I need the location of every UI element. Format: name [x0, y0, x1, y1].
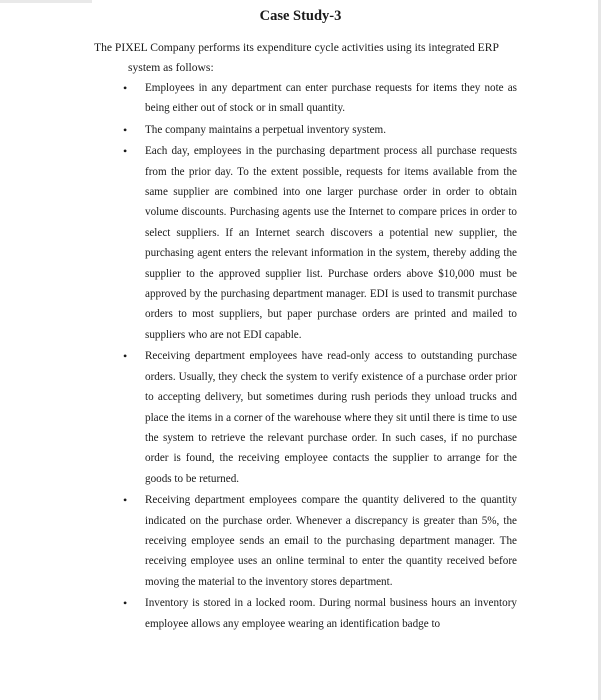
intro-paragraph — [94, 38, 522, 79]
bullet-item — [123, 593, 517, 634]
bullet-dot-icon: • — [123, 596, 128, 611]
bullet-dot-icon: • — [123, 144, 128, 159]
bullet-text: Each day, employees in the purchasing department process all purchase requests from the prior day. To the extent possible, requests for items available from the same supplier are combined into one larger purchase order in order to obtain volume discounts. Purchasing agents use the Internet to compare prices in order to select suppliers. If an Internet search discovers a potential new supplier, the purchasing agent enters the relevant information in the system, thereby adding the supplier to the approved supplier list. Purchase orders above $10,000 must be approved by the purchasing department manager. EDI is used to transmit purchase orders to most suppliers, but paper purchase orders are printed and mailed to suppliers who are not EDI capable. — [145, 145, 517, 341]
bullet-text: Inventory is stored in a locked room. During normal business hours an inventory employee allows any employee wearing an identification badge to — [145, 597, 517, 630]
intro-line-1: The PIXEL Company performs its expenditure cycle activities using its integrated ERP — [94, 41, 499, 54]
bullet-item — [123, 120, 517, 140]
bullet-text: The company maintains a perpetual inventory system. — [145, 123, 387, 136]
bullet-dot-icon: • — [123, 349, 128, 364]
top-left-tab — [0, 0, 92, 3]
activity-bullet-list — [123, 78, 517, 634]
bullet-text: Employees in any department can enter purchase requests for items they note as being either out of stock or in small quantity. — [145, 82, 517, 115]
intro-line-2: system as follows: — [128, 61, 214, 75]
bullet-text: Receiving department employees have read-only access to outstanding purchase orders. Usually, they check the system to verify existence of a purchase order prior to accepting delivery, but sometimes during rush periods they unload trucks and place the items in a corner of the warehouse where they sit until there is time to use the system to retrieve the relevant purchase order. In such cases, if no purchase order is found, the receiving employee contacts the supplier to arrange for the goods to be returned. — [145, 350, 517, 485]
bullet-item — [123, 346, 517, 489]
bullet-dot-icon: • — [123, 81, 128, 95]
page-title: Case Study-3 — [259, 8, 342, 24]
bullet-dot-icon: • — [123, 493, 128, 508]
bullet-text: Receiving department employees compare the quantity delivered to the quantity indicated on the purchase order. Whenever a discrepancy is greater than 5%, the receiving employee sends an email to the purchasing department manager. The receiving employee uses an online terminal to enter the quantity received before moving the material to the inventory stores department. — [145, 494, 517, 588]
bullet-dot-icon: • — [123, 122, 128, 137]
bullet-item — [123, 490, 517, 592]
bullet-item — [123, 78, 517, 119]
bullet-item — [123, 141, 517, 345]
